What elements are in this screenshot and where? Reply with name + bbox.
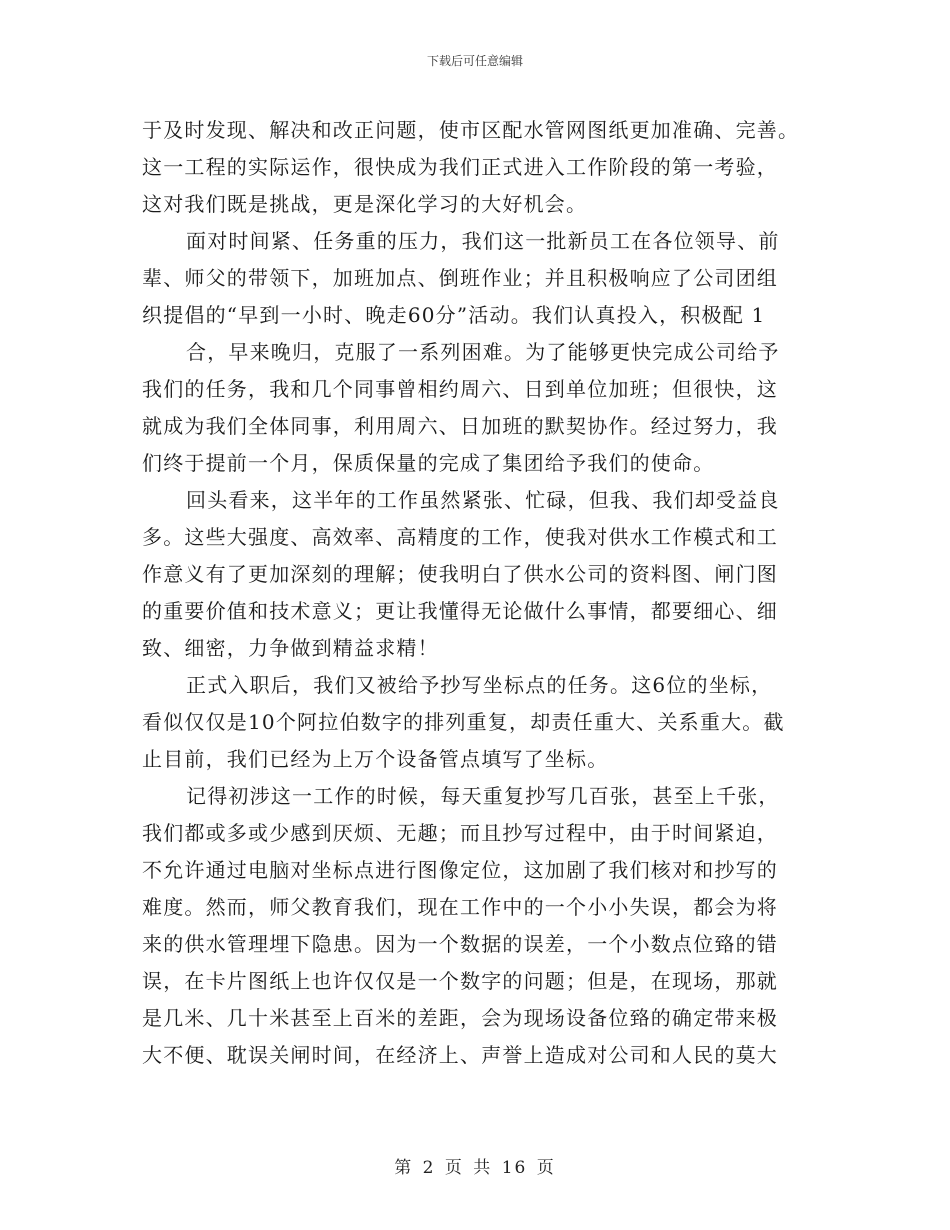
text-line: 合，早来晚归，克服了一系列困难。为了能够更快完成公司给予 [186,340,780,364]
text-line: 辈、师父的带领下，加班加点、倒班作业；并且积极响应了公司团组 [142,266,778,290]
text-line: 正式入职后，我们又被给予抄写坐标点的任务。这6位的坐标， [186,673,773,697]
text-line: 回头看来，这半年的工作虽然紧张、忙碌，但我、我们却受益良 [186,488,780,512]
text-line: 我们的任务，我和几个同事曾相约周六、日到单位加班；但很快，这 [142,377,778,401]
text-line: 误，在卡片图纸上也许仅仅是一个数字的问题；但是，在现场，那就 [142,969,778,993]
text-line: 我们都或多或少感到厌烦、无趣；而且抄写过程中，由于时间紧迫， [142,821,778,845]
text-line: 致、细密，力争做到精益求精！ [142,636,439,660]
text-line: 织提倡的“早到一小时、晚走60分”活动。我们认真投入，积极配 1 [142,303,766,327]
page-header: 下载后可任意编辑 [426,54,523,68]
text-line: 不允许通过电脑对坐标点进行图像定位，这加剧了我们核对和抄写的 [142,858,778,882]
text-line: 的重要价值和技术意义；更让我懂得无论做什么事情，都要细心、细 [142,599,778,623]
document-body [142,112,810,1074]
text-line: 是几米、几十米甚至上百米的差距，会为现场设备位臵的确定带来极 [142,1006,778,1030]
text-line: 作意义有了更加深刻的理解；使我明白了供水公司的资料图、闸门图 [142,562,778,586]
text-line: 看似仅仅是10个阿拉伯数字的排列重复，却责任重大、关系重大。截 [142,710,785,734]
text-line: 大不便、耽误关闸时间，在经济上、声誉上造成对公司和人民的莫大 [142,1043,778,1067]
page-footer: 第 2 页 共 16 页 [394,1158,556,1178]
text-line: 记得初涉这一工作的时候，每天重复抄写几百张，甚至上千张， [186,784,780,808]
text-line: 们终于提前一个月，保质保量的完成了集团给予我们的使命。 [142,451,715,475]
text-line: 面对时间紧、任务重的压力，我们这一批新员工在各位领导、前 [186,229,780,253]
text-line: 于及时发现、解决和改正问题，使市区配水管网图纸更加准确、完善。 [142,118,800,142]
text-line: 这对我们既是挑战，更是深化学习的大好机会。 [142,192,588,216]
text-line: 就成为我们全体同事，利用周六、日加班的默契协作。经过努力，我 [142,414,778,438]
text-line: 这一工程的实际运作，很快成为我们正式进入工作阶段的第一考验， [142,155,778,179]
text-line: 来的供水管理埋下隐患。因为一个数据的误差，一个小数点位臵的错 [142,932,778,956]
text-line: 难度。然而，师父教育我们，现在工作中的一个小小失误，都会为将 [142,895,778,919]
text-line: 多。这些大强度、高效率、高精度的工作，使我对供水工作模式和工 [142,525,778,549]
text-line: 止目前，我们已经为上万个设备管点填写了坐标。 [142,747,609,771]
